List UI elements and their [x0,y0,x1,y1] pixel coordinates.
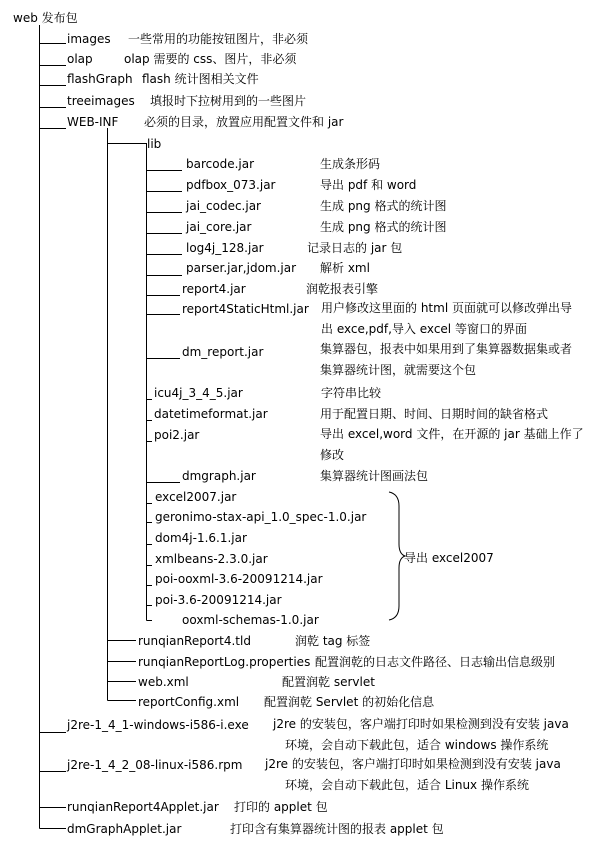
jar-desc: 用于配置日期、时间、日期时间的缺省格式 [320,407,549,421]
package-name: runqianReport4Applet.jar [67,800,219,814]
jar-name: dmgraph.jar [182,469,256,483]
webinf-file-name: reportConfig.xml [138,695,240,709]
excel-jar-name: dom4j-1.6.1.jar [155,531,247,545]
excel-jar-name: geronimo-stax-api_1.0_spec-1.0.jar [155,510,367,524]
jar-name: report4StaticHtml.jar [182,302,309,316]
jar-name: log4j_128.jar [186,241,264,255]
jar-desc-line2: 出 exce,pdf,导入 excel 等窗口的界面 [321,322,527,336]
package-desc-line2: 环境，会自动下载此包，适合 windows 操作系统 [285,738,549,752]
jar-desc-line1: 导出 excel,word 文件，在开源的 jar 基础上作了 [320,427,584,441]
jar-desc: 解析 xml [320,261,370,275]
jar-desc-multiline [320,424,584,466]
webinf-file-desc: 配置润乾的日志文件路径、日志输出信息级别 [315,655,556,669]
jar-desc: 集算器统计图画法包 [320,469,429,483]
jar-desc-line1: 集算器包，报表中如果用到了集算器数据集或者 [320,342,573,356]
folder-flashgraph-name: flashGraph [67,72,133,86]
jar-name: report4.jar [182,282,246,296]
webinf-file-desc: 润乾 tag 标签 [295,634,371,648]
package-name: j2re-1_4_2_08-linux-i586.rpm [67,758,243,772]
folder-images-desc: 一些常用的功能按钮图片，非必须 [128,32,309,46]
excel-jar-name: excel2007.jar [155,490,237,504]
folder-lib-name: lib [147,137,162,151]
jar-desc-line2: 修改 [320,448,345,462]
jar-desc: 润乾报表引擎 [306,282,379,296]
jar-desc: 生成 png 格式的统计图 [320,220,447,234]
jar-name: jai_core.jar [186,220,252,234]
jar-name: datetimeformat.jar [154,407,268,421]
jar-desc-multiline [321,298,572,340]
excel-jar-name: xmlbeans-2.3.0.jar [155,552,268,566]
webinf-file-desc: 配置润乾 Servlet 的初始化信息 [264,695,435,709]
excel-group-brace [389,492,405,620]
package-name: dmGraphApplet.jar [67,822,182,836]
package-desc-multiline [273,714,569,756]
jar-desc: 字符串比较 [321,386,382,400]
jar-name: poi2.jar [154,428,200,442]
folder-images-name: images [67,32,111,46]
jar-name: barcode.jar [186,157,255,171]
jar-name: parser.jar,jdom.jar [186,261,297,275]
jar-desc: 生成 png 格式的统计图 [320,199,447,213]
folder-olap-desc: olap 需要的 css、图片，非必须 [124,52,297,66]
folder-webinf-desc: 必须的目录，放置应用配置文件和 jar [144,115,344,129]
package-desc-line1: j2re 的安装包，客户端打印时如果检测到没有安装 java [273,717,569,731]
package-name: j2re-1_4_1-windows-i586-i.exe [67,718,249,732]
folder-flashgraph-desc: flash 统计图相关文件 [142,72,259,86]
jar-desc: 导出 pdf 和 word [320,178,417,192]
folder-olap-name: olap [67,52,93,66]
jar-desc-line1: 用户修改这里面的 html 页面就可以修改弹出导 [321,301,572,315]
folder-treeimages-name: treeimages [67,94,135,108]
package-desc-line1: j2re 的安装包，客户端打印时如果检测到没有安装 java [265,757,561,771]
jar-name: pdfbox_073.jar [186,178,276,192]
jar-name: jai_codec.jar [186,199,261,213]
excel-group-label: 导出 excel2007 [404,551,494,565]
package-desc-line2: 环境，会自动下载此包，适合 Linux 操作系统 [285,778,529,792]
jar-desc: 生成条形码 [320,157,381,171]
package-desc: 打印的 applet 包 [234,800,328,814]
root-label: web 发布包 [13,11,78,25]
jar-name: dm_report.jar [182,345,264,359]
package-desc: 打印含有集算器统计图的报表 applet 包 [230,822,444,836]
jar-desc: 记录日志的 jar 包 [307,241,403,255]
excel-jar-name: ooxml-schemas-1.0.jar [182,613,319,627]
excel-jar-name: poi-ooxml-3.6-20091214.jar [155,572,323,586]
folder-treeimages-desc: 填报时下拉树用到的一些图片 [150,94,307,108]
package-desc-multiline [265,754,561,796]
jar-desc-multiline [320,339,572,381]
webinf-file-name: runqianReport4.tld [138,634,251,648]
jar-name: icu4j_3_4_5.jar [154,386,243,400]
folder-webinf-name: WEB-INF [67,115,119,129]
webinf-file-name: web.xml [138,675,189,689]
webinf-file-desc: 配置润乾 servlet [282,675,375,689]
excel-jar-name: poi-3.6-20091214.jar [155,593,282,607]
webinf-file-name: runqianReportLog.properties [138,655,311,669]
jar-desc-line2: 集算器统计图，就需要这个包 [320,363,477,377]
